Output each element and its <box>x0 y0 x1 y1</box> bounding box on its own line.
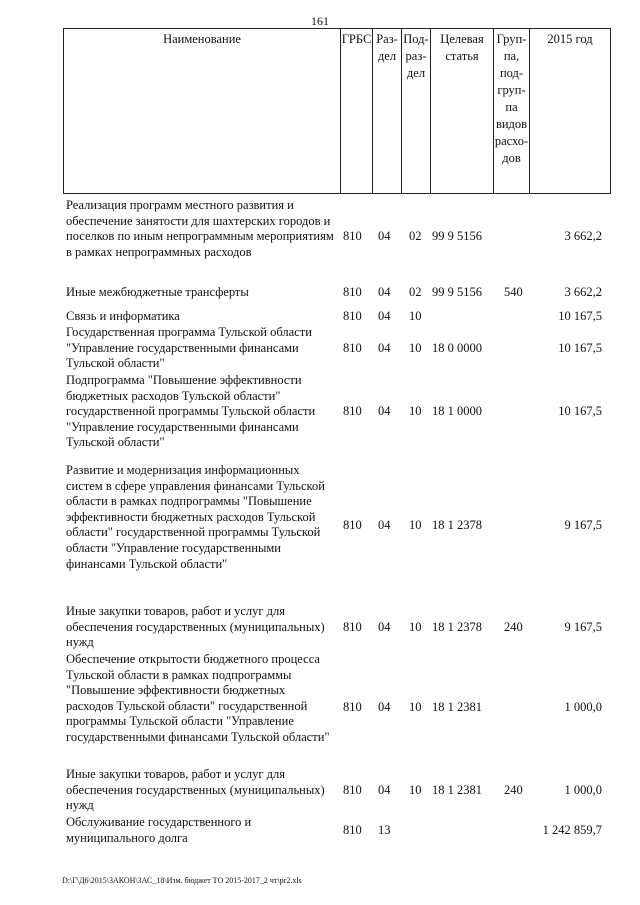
row-grbs: 810 <box>343 404 362 418</box>
header-name: Наименование <box>163 32 241 46</box>
row-amount: 9 167,5 <box>564 518 602 532</box>
row-target: 99 9 5156 <box>432 229 482 243</box>
row-name: Обслуживание государственного и муниципального долга <box>66 815 252 845</box>
row-amount: 10 167,5 <box>558 341 602 355</box>
row-podrazdel: 02 <box>409 229 422 243</box>
row-target: 18 1 2381 <box>432 783 482 797</box>
header-podrazdel: Под- раз- дел <box>401 29 430 193</box>
row-amount: 10 167,5 <box>558 309 602 323</box>
row-name: Связь и информатика <box>66 309 180 323</box>
row-razdel: 04 <box>378 229 391 243</box>
row-podrazdel: 10 <box>409 783 422 797</box>
row-razdel: 04 <box>378 783 391 797</box>
row-name: Подпрограмма "Повышение эффективности бюджетных расходов Тульской области" государственной программы Тульской области "Управление государственными финансами Тульской области" <box>66 373 316 450</box>
row-razdel: 04 <box>378 700 391 714</box>
row-podrazdel: 10 <box>409 309 422 323</box>
row-name: Реализация программ местного развития и обеспечение занятости для шахтерских городов и поселков по иным непрограммным мероприятиям в рамках непрограммных расходов <box>66 198 334 259</box>
header-grbs: ГРБС <box>340 29 372 193</box>
row-amount: 1 000,0 <box>564 700 602 714</box>
row-target: 18 1 0000 <box>432 404 482 418</box>
table-header <box>63 28 611 194</box>
header-group: Груп- па, под- груп- па видов расхо- дов <box>493 29 529 193</box>
row-podrazdel: 10 <box>409 620 422 634</box>
header-razdel: Раз- дел <box>372 29 401 193</box>
row-target: 18 1 2381 <box>432 700 482 714</box>
row-grbs: 810 <box>343 341 362 355</box>
row-razdel: 04 <box>378 404 391 418</box>
row-razdel: 04 <box>378 341 391 355</box>
row-amount: 3 662,2 <box>564 285 602 299</box>
row-target: 18 1 2378 <box>432 518 482 532</box>
row-name: Иные межбюджетные трансферты <box>66 285 249 299</box>
row-amount: 1 242 859,7 <box>542 823 602 837</box>
row-amount: 9 167,5 <box>564 620 602 634</box>
row-amount: 1 000,0 <box>564 783 602 797</box>
file-path-footer: D:\Г\Д6\2015\ЗАКОН\ЗАС_18\Изм. бюджет ТО 2015-2017_2 чт\pr2.xls <box>62 876 302 885</box>
row-podrazdel: 02 <box>409 285 422 299</box>
row-name: Иные закупки товаров, работ и услуг для обеспечения государственных (муниципальных) нужд <box>66 767 325 813</box>
row-name: Иные закупки товаров, работ и услуг для обеспечения государственных (муниципальных) нужд <box>66 604 325 650</box>
row-grbs: 810 <box>343 783 362 797</box>
row-amount: 3 662,2 <box>564 229 602 243</box>
row-razdel: 04 <box>378 309 391 323</box>
row-razdel: 04 <box>378 518 391 532</box>
row-podrazdel: 10 <box>409 700 422 714</box>
row-podrazdel: 10 <box>409 518 422 532</box>
row-podrazdel: 10 <box>409 404 422 418</box>
row-podrazdel: 10 <box>409 341 422 355</box>
row-razdel: 04 <box>378 285 391 299</box>
row-grbs: 810 <box>343 518 362 532</box>
row-razdel: 04 <box>378 620 391 634</box>
row-grbs: 810 <box>343 823 362 837</box>
row-group: 240 <box>504 620 523 634</box>
row-grbs: 810 <box>343 620 362 634</box>
row-target: 18 0 0000 <box>432 341 482 355</box>
page-number: 161 <box>311 14 329 28</box>
row-grbs: 810 <box>343 700 362 714</box>
row-grbs: 810 <box>343 309 362 323</box>
row-target: 18 1 2378 <box>432 620 482 634</box>
row-name: Обеспечение открытости бюджетного процесса Тульской области в рамках подпрограммы "Повышение эффективности бюджетных расходов Тульской области" государственной программы Тульской области "Управление государственными финансами Тульской области" <box>66 652 330 744</box>
row-razdel: 13 <box>378 823 391 837</box>
row-amount: 10 167,5 <box>558 404 602 418</box>
row-target: 99 9 5156 <box>432 285 482 299</box>
header-year: 2015 год <box>529 29 610 193</box>
header-target: Целевая статья <box>430 29 493 193</box>
row-grbs: 810 <box>343 229 362 243</box>
row-name: Государственная программа Тульской области "Управление государственными финансами Тульской области" <box>66 325 312 371</box>
row-name: Развитие и модернизация информационных систем в сфере управления финансами Тульской области в рамках подпрограммы "Повышение эффективности бюджетных расходов Тульской области" государственной программы Тульской области "Управление государственными финансами Тульской области" <box>66 463 325 571</box>
row-grbs: 810 <box>343 285 362 299</box>
row-group: 540 <box>504 285 523 299</box>
row-group: 240 <box>504 783 523 797</box>
